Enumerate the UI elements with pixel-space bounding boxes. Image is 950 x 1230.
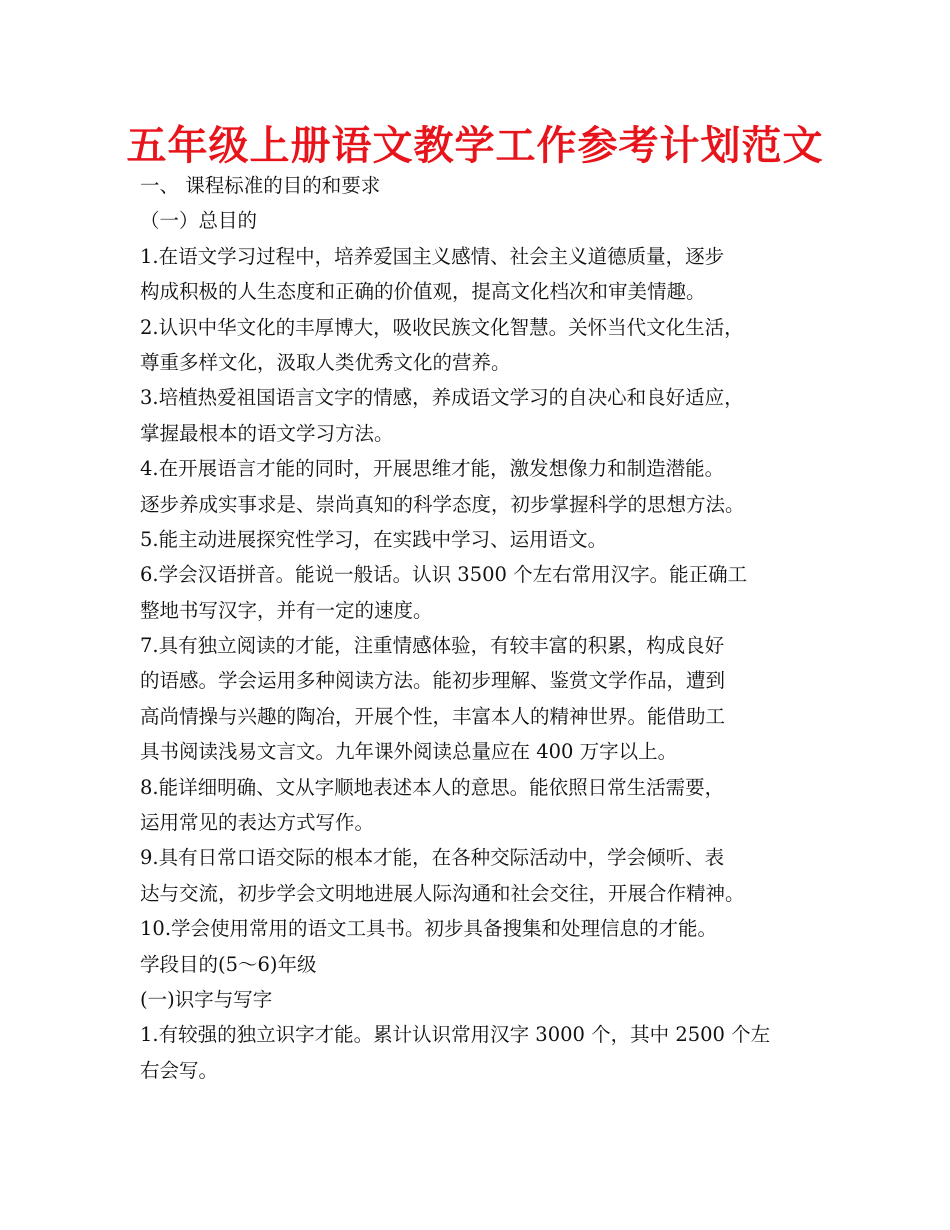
text-line: 9.具有日常口语交际的根本才能，在各种交际活动中，学会倾听、表	[140, 846, 725, 870]
text-line: 整地书写汉字，并有一定的速度。	[140, 598, 433, 622]
text-line: 10.学会使用常用的语文工具书。初步具备搜集和处理信息的才能。	[140, 917, 718, 941]
text-line: （一）总目的	[140, 209, 258, 233]
text-line: 8.能详细明确、文从字顺地表述本人的意思。能依照日常生活需要，	[140, 775, 725, 799]
text-line: 高尚情操与兴趣的陶冶，开展个性，丰富本人的精神世界。能借助工	[140, 704, 726, 728]
text-line: 1.在语文学习过程中，培养爱国主义感情、社会主义道德质量，逐步	[140, 244, 725, 268]
text-line: 7.具有独立阅读的才能，注重情感体验，有较丰富的积累，构成良好	[140, 634, 725, 658]
document-title: 五年级上册语文教学工作参考计划范文	[126, 123, 824, 169]
document-body	[140, 168, 840, 1088]
text-line: 学段目的(5～6)年级	[140, 952, 317, 976]
text-line: 逐步养成实事求是、崇尚真知的科学态度，初步掌握科学的思想方法。	[140, 492, 745, 516]
text-line: 一、 课程标准的目的和要求	[140, 174, 381, 197]
text-line: 3.培植热爱祖国语言文字的情感，养成语文学习的自决心和良好适应，	[140, 386, 744, 410]
text-line: 右会写。	[140, 1058, 219, 1082]
text-line: 6.学会汉语拼音。能说一般话。认识 3500 个左右常用汉字。能正确工	[140, 563, 748, 587]
text-line: 的语感。学会运用多种阅读方法。能初步理解、鉴赏文学作品，遭到	[140, 669, 726, 693]
text-line: 运用常见的表达方式写作。	[140, 811, 375, 835]
text-line: 尊重多样文化，汲取人类优秀文化的营养。	[140, 350, 511, 374]
text-line: 4.在开展语言才能的同时，开展思维才能，激发想像力和制造潜能。	[140, 457, 725, 481]
text-line: 达与交流，初步学会文明地进展人际沟通和社会交往，开展合作精神。	[140, 881, 745, 905]
text-line: 掌握最根本的语文学习方法。	[140, 421, 394, 445]
text-line: 具书阅读浅易文言文。九年课外阅读总量应在 400 万字以上。	[140, 740, 678, 764]
text-line: 1.有较强的独立识字才能。累计认识常用汉字 3000 个，其中 2500 个左	[140, 1023, 771, 1047]
text-line: (一)识字与写字	[140, 987, 273, 1011]
text-line: 构成积极的人生态度和正确的价值观，提高文化档次和审美情趣。	[140, 280, 706, 304]
text-line: 2.认识中华文化的丰厚博大，吸收民族文化智慧。关怀当代文化生活，	[140, 315, 744, 339]
text-line: 5.能主动进展探究性学习，在实践中学习、运用语文。	[140, 527, 608, 551]
